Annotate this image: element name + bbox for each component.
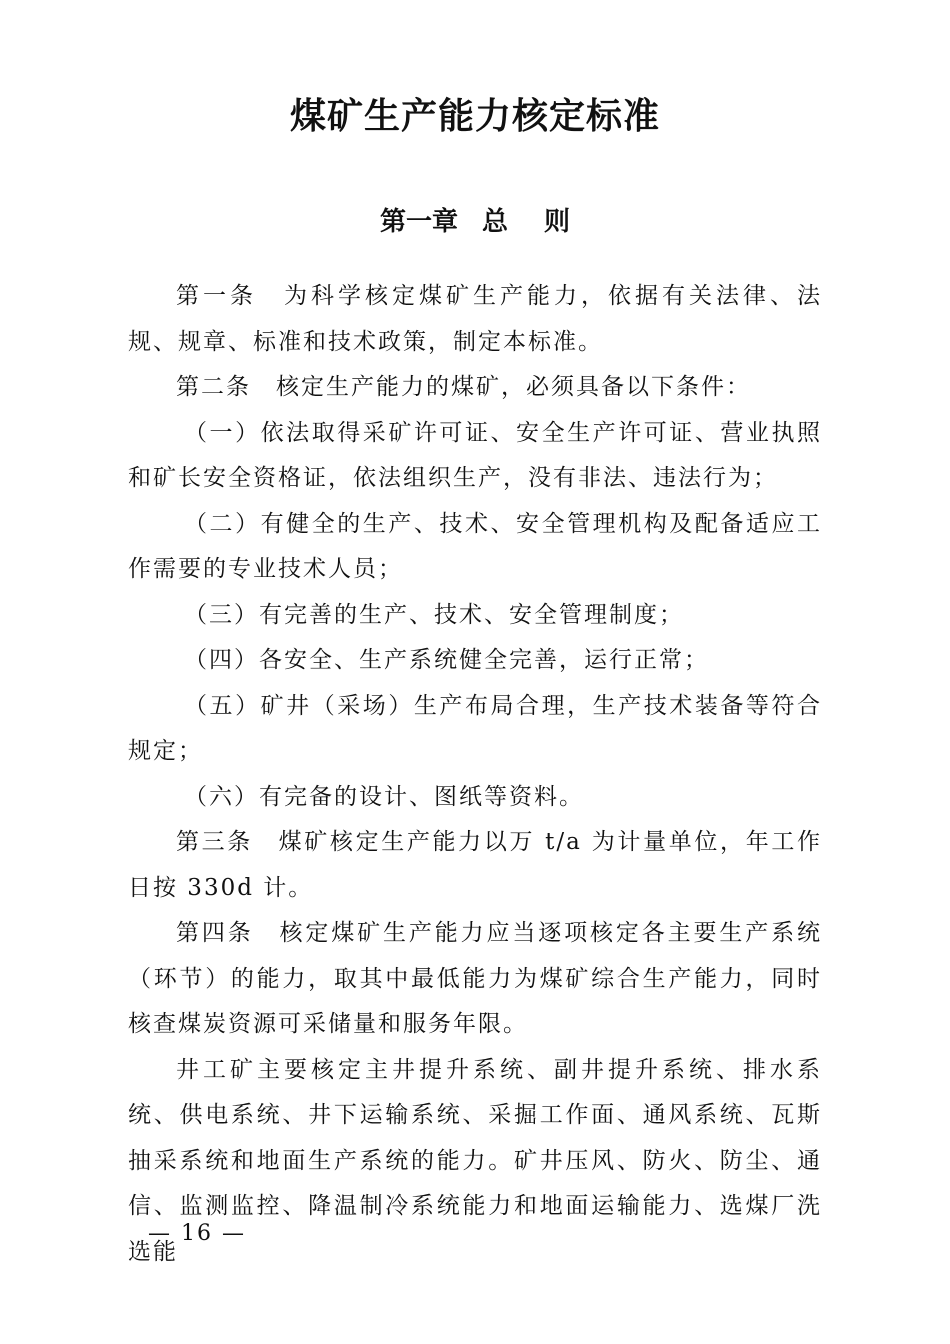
paragraph-article-1: 第一条 为科学核定煤矿生产能力，依据有关法律、法规、规章、标准和技术政策，制定本标准。: [128, 283, 822, 355]
paragraph-condition-5: （五）矿井（采场）生产布局合理，生产技术装备等符合规定；: [128, 692, 822, 764]
paragraph-condition-4: （四）各安全、生产系统健全完善，运行正常；: [184, 647, 709, 673]
paragraph-condition-6: （六）有完备的设计、图纸等资料。: [184, 783, 584, 810]
chapter-word-1: 总: [481, 207, 508, 237]
paragraph-underground-mine: 井工矿主要核定主井提升系统、副井提升系统、排水系统、供电系统、井下运输系统、采掘工作面、通风系统、瓦斯抽采系统和地面生产系统的能力。矿井压风、防火、防尘、通信、监测监控、降温制冷系统能力和地面运输能力、选煤厂洗选能: [128, 1056, 822, 1265]
paragraph-article-2: 第二条 核定生产能力的煤矿，必须具备以下条件：: [176, 374, 751, 400]
body-text: [128, 274, 822, 1275]
document-title: 煤矿生产能力核定标准: [289, 96, 660, 137]
paragraph-condition-1: （一）依法取得采矿许可证、安全生产许可证、营业执照和矿长安全资格证，依法组织生产，没有非法、违法行为；: [128, 419, 822, 491]
page-number: — 16 —: [148, 1221, 246, 1246]
paragraph-article-4: 第四条 核定煤矿生产能力应当逐项核定各主要生产系统（环节）的能力，取其中最低能力为煤矿综合生产能力，同时核查煤炭资源可采储量和服务年限。: [128, 920, 822, 1037]
paragraph-article-3: 第三条 煤矿核定生产能力以万 t/a 为计量单位，年工作日按 330d 计。: [128, 829, 822, 901]
paragraph-condition-3: （三）有完善的生产、技术、安全管理制度；: [184, 601, 684, 628]
paragraph-condition-2: （二）有健全的生产、技术、安全管理机构及配备适应工作需要的专业技术人员；: [128, 510, 822, 582]
chapter-label: 第一章: [379, 207, 458, 237]
chapter-word-2: 则: [544, 207, 571, 237]
chapter-heading: [0, 202, 950, 242]
